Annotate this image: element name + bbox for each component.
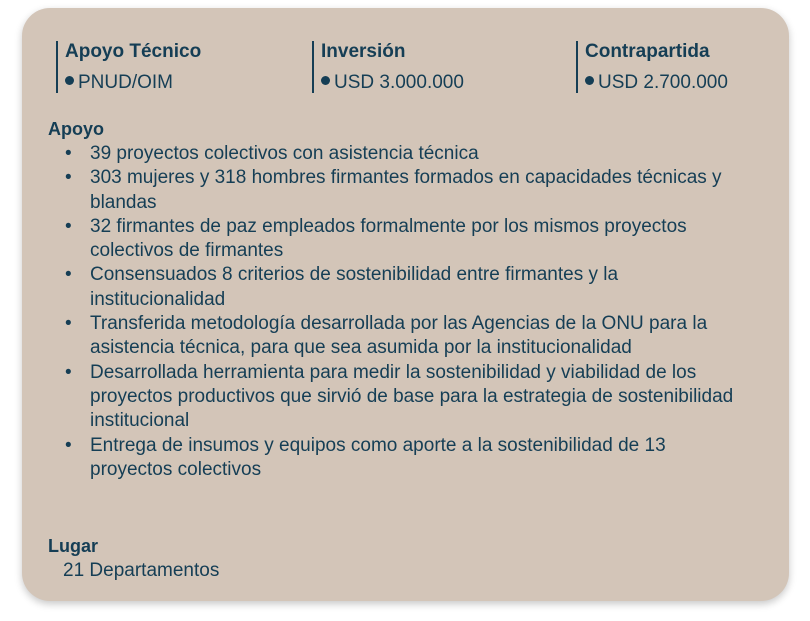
support-column (56, 41, 201, 93)
list-item: • 32 firmantes de paz empleados formalmente por los mismos proyectos colectivos de firmantes (65, 215, 687, 262)
investment-column (312, 41, 464, 93)
apoyo-section-title: Apoyo (48, 119, 104, 139)
bullet-icon: • (65, 143, 72, 164)
list-item: • Entrega de insumos y equipos como aporte a la sostenibilidad de 13 proyectos colectivos (65, 434, 666, 480)
list-item: • Consensuados 8 criterios de sostenibilidad entre firmantes y la institucionalidad (65, 264, 619, 310)
investment-value: USD 3.000.000 (334, 72, 464, 93)
investment-title: Inversión (321, 41, 406, 62)
bullet-dot-icon (585, 76, 594, 85)
list-item: • 303 mujeres y 318 hombres firmantes formados en capacidades técnicas y blandas (65, 167, 722, 213)
bullet-dot-icon (321, 76, 330, 85)
list-item: • Transferida metodología desarrollada por las Agencias de la ONU para la asistencia técnica, para que sea asumida por la institucionalidad (65, 313, 708, 359)
summary-header (56, 41, 776, 93)
support-value: PNUD/OIM (78, 72, 173, 93)
list-item: • Desarrollada herramienta para medir la sostenibilidad y viabilidad de los proyectos productivos que sirvió de base para la estrategia de sostenibilidad institucional (65, 361, 734, 432)
counterpart-value: USD 2.700.000 (598, 72, 728, 93)
counterpart-column (576, 41, 728, 93)
counterpart-title: Contrapartida (585, 41, 710, 62)
bullet-icon: • (65, 264, 72, 286)
bullet-icon: • (65, 313, 72, 335)
lugar-value: 21 Departamentos (63, 560, 220, 581)
bullet-icon: • (65, 167, 72, 189)
bullet-icon: • (65, 215, 72, 237)
lugar-section-title: Lugar (48, 536, 99, 556)
info-card (22, 8, 789, 601)
apoyo-list (48, 142, 748, 482)
bullet-icon: • (65, 434, 72, 456)
bullet-dot-icon (65, 76, 74, 85)
support-title: Apoyo Técnico (65, 41, 202, 62)
list-item: • 39 proyectos colectivos con asistencia técnica (48, 142, 748, 166)
bullet-icon: • (65, 361, 72, 383)
